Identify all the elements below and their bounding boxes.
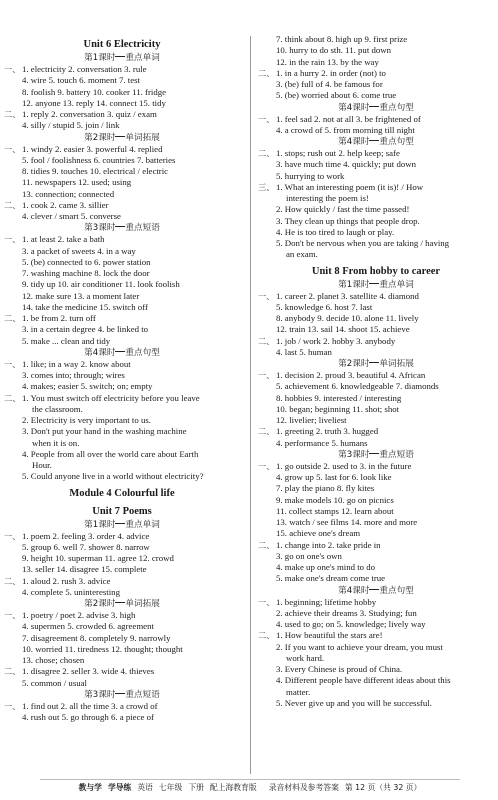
lesson-separator-icon — [369, 136, 379, 145]
section-number: 二、 — [258, 539, 275, 550]
section-number: 二、 — [4, 575, 21, 586]
lesson-number: 第3课时 — [84, 223, 116, 234]
section-number: 一、 — [258, 370, 275, 380]
answer-line — [4, 211, 240, 222]
answer-text: 5. (be) connected to 6. power station — [22, 256, 151, 267]
answer-text: 3. a packet of sweets 4. in a way — [22, 245, 136, 256]
lesson-topic: 重点单词 — [379, 279, 414, 290]
answer-line — [258, 619, 494, 630]
lesson-topic: 重点短语 — [379, 449, 414, 460]
answer-text: 4. makes; easier 5. switch; on; empty — [22, 381, 153, 392]
answer-line — [258, 495, 494, 506]
answer-text: 5. common / usual — [22, 677, 87, 688]
answer-line — [258, 302, 494, 313]
answer-line — [258, 483, 494, 494]
answer-text: 5. fool / foolishness 6. countries 7. batteries — [22, 154, 176, 165]
answer-text: 8. foolish 9. battery 10. cooker 11. fridge — [22, 86, 167, 97]
section-number: 一、 — [4, 64, 21, 74]
lesson-heading — [258, 102, 494, 114]
answer-line — [258, 171, 494, 182]
lesson-number: 第4课时 — [338, 137, 370, 147]
lesson-separator-icon — [115, 132, 125, 141]
lesson-separator-icon — [369, 585, 379, 594]
unit-heading: Unit 8 From hobby to career — [311, 265, 441, 277]
lesson-separator-icon — [369, 358, 379, 367]
section-number: 二、 — [4, 199, 21, 210]
answer-text: 2. achieve their dreams 3. Studying; fun — [276, 607, 417, 618]
section-number: 二、 — [258, 426, 275, 437]
answer-line — [4, 279, 240, 290]
answer-line — [4, 313, 240, 324]
answer-text: 1. What an interesting poem (it is)! / How — [276, 181, 424, 192]
answer-text: 4. grow up 5. last for 6. look like — [276, 472, 392, 482]
footer-term: 下册 — [188, 783, 204, 792]
answer-line — [4, 426, 240, 437]
answer-text: 1. find out 2. all the time 3. a crowd of — [22, 700, 158, 711]
lesson-separator-icon — [115, 598, 125, 607]
answer-text: 9. tidy up 10. air conditioner 11. look foolish — [22, 279, 180, 290]
answer-text: 2. How quickly / fast the time passed! — [276, 204, 410, 215]
answer-text: 4. performance 5. humans — [276, 437, 368, 448]
unit-heading: Unit 6 Electricity — [83, 39, 161, 50]
answer-line — [258, 227, 494, 238]
lesson-separator-icon — [115, 347, 125, 356]
answer-text: 5. make ... clean and tidy — [22, 335, 111, 346]
answer-line — [4, 471, 240, 482]
section-number: 一、 — [258, 596, 275, 607]
answer-line — [258, 324, 494, 335]
lesson-separator-icon — [369, 279, 379, 288]
answer-text: the classroom. — [32, 403, 83, 414]
lesson-number: 第3课时 — [84, 689, 116, 700]
answer-text: 4. rush out 5. go through 6. a piece of — [22, 712, 154, 722]
answer-text: 9. make models 10. go on picnics — [276, 494, 394, 505]
lesson-number: 第2课时 — [338, 359, 370, 369]
footer-series: 学导练 — [107, 783, 132, 792]
answer-line — [258, 90, 494, 101]
answer-line — [258, 608, 494, 619]
answer-text: 2. If you want to achieve your dream, you must — [276, 641, 443, 652]
lesson-number: 第3课时 — [338, 449, 370, 460]
answer-text: 1. job / work 2. hobby 3. anybody — [276, 335, 396, 346]
answer-text: 1. change into 2. take pride in — [276, 539, 381, 550]
footer-page-number: 第 12 页（共 32 页） — [344, 783, 422, 792]
answer-line — [258, 57, 494, 68]
answer-text: 13. connection; connected — [22, 188, 115, 199]
answer-line — [258, 404, 494, 415]
answer-text: 4. People from all over the world care about Earth — [22, 448, 199, 459]
answer-text: 15. achieve one's dream — [276, 528, 361, 539]
answer-line — [4, 701, 240, 712]
lesson-number: 第4课时 — [84, 347, 116, 358]
answer-line — [4, 381, 240, 392]
answer-line — [258, 664, 494, 675]
answer-text: 5. Never give up and you will be successful. — [276, 697, 432, 708]
answer-line — [258, 393, 494, 404]
lesson-heading — [4, 347, 240, 359]
answer-line — [258, 68, 494, 79]
section-number: 一、 — [4, 234, 21, 245]
answer-line — [4, 324, 240, 335]
lesson-heading — [258, 449, 494, 461]
answer-line — [258, 698, 494, 709]
answer-text: 1. How beautiful the stars are! — [276, 630, 383, 641]
answer-line — [4, 542, 240, 553]
lesson-topic: 重点单词 — [125, 53, 160, 63]
answer-line — [258, 79, 494, 90]
answer-line — [258, 573, 494, 584]
answer-text: 10. began; beginning 11. shot; shot — [276, 403, 400, 414]
footer-brand: 教与学 — [78, 783, 102, 792]
answer-text: 3. in a certain degree 4. be linked to — [22, 324, 149, 335]
answer-text: 12. make sure 13. a moment later — [22, 290, 140, 301]
answer-text: 12. anyone 13. reply 14. connect 15. tidy — [22, 97, 166, 108]
answer-text: an exam. — [286, 249, 318, 260]
answer-line — [4, 144, 240, 155]
answer-line — [258, 291, 494, 302]
lesson-heading — [258, 585, 494, 597]
section-number: 二、 — [4, 313, 21, 323]
answer-line — [258, 148, 494, 159]
lesson-number: 第2课时 — [84, 132, 116, 143]
answer-line — [258, 562, 494, 573]
answer-text: 1. greeting 2. truth 3. hugged — [276, 426, 379, 437]
lesson-separator-icon — [115, 222, 125, 231]
lesson-separator-icon — [115, 689, 125, 698]
answer-text: 11. collect stamps 12. learn about — [276, 505, 394, 516]
answer-line — [4, 155, 240, 166]
answer-text: 1. career 2. planet 3. satellite 4. diamond — [276, 290, 419, 301]
answer-line — [4, 166, 240, 177]
answer-text: 12. train 13. sail 14. shoot 15. achieve — [276, 324, 410, 335]
answer-line — [258, 336, 494, 347]
answer-text: 1. aloud 2. rush 3. advice — [22, 575, 111, 586]
answer-line — [4, 234, 240, 245]
footer-subject: 英语 — [137, 783, 153, 792]
answer-line — [4, 257, 240, 268]
answer-line — [258, 540, 494, 551]
answer-line — [4, 587, 240, 598]
answer-line — [4, 87, 240, 98]
answer-line — [4, 404, 240, 415]
answer-text: Hour. — [32, 460, 52, 470]
answer-text: 12. livelier; liveliest — [276, 415, 347, 425]
answer-text: 11. newspapers 12. used; using — [22, 177, 132, 188]
lesson-heading — [4, 519, 240, 531]
lesson-number: 第2课时 — [84, 599, 116, 609]
answer-line — [258, 687, 494, 698]
answer-line — [4, 633, 240, 644]
answer-line — [4, 109, 240, 120]
lesson-number: 第4课时 — [338, 102, 370, 113]
answer-line — [258, 675, 494, 686]
answer-line — [258, 370, 494, 381]
answer-text: 8. hobbies 9. interested / interesting — [276, 392, 402, 403]
answer-text: 4. last 5. human — [276, 346, 332, 357]
lesson-number: 第1课时 — [338, 279, 370, 290]
answer-text: 5. Don't be nervous when you are taking / having — [276, 238, 450, 248]
answer-line — [4, 268, 240, 279]
answer-text: 1. poetry / poet 2. advise 3. high — [22, 610, 136, 620]
lesson-topic: 重点短语 — [125, 689, 160, 700]
lesson-heading — [4, 598, 240, 610]
lesson-separator-icon — [369, 102, 379, 111]
answer-line — [4, 553, 240, 564]
lesson-heading — [4, 132, 240, 144]
section-number: 一、 — [4, 143, 21, 154]
lesson-topic: 重点短语 — [125, 223, 160, 234]
answer-line — [258, 415, 494, 426]
answer-text: when it is on. — [32, 437, 80, 448]
answer-line — [4, 393, 240, 404]
answer-line — [258, 347, 494, 358]
answer-line — [4, 438, 240, 449]
answer-text: 4. make up one's mind to do — [276, 562, 376, 572]
answer-line — [258, 159, 494, 170]
answer-line — [4, 98, 240, 109]
answer-line — [4, 359, 240, 370]
lesson-number: 第4课时 — [338, 585, 370, 596]
answer-text: 1. stops; rush out 2. help keep; safe — [276, 148, 400, 158]
lesson-heading — [258, 136, 494, 148]
section-number: 一、 — [258, 113, 275, 124]
lesson-topic: 单词拓展 — [125, 132, 160, 143]
unit-heading: Unit 7 Poems — [92, 505, 152, 517]
answer-line — [258, 114, 494, 125]
answer-line — [258, 313, 494, 324]
section-number: 二、 — [4, 109, 21, 119]
section-number: 二、 — [258, 67, 275, 78]
unit-heading: Module 4 Colourful life — [69, 487, 175, 499]
answer-text: 5. knowledge 6. host 7. last — [276, 301, 373, 312]
answer-text: 3. comes into; through; wires — [22, 370, 125, 380]
answer-text: 5. (be) worried about 6. come true — [276, 90, 397, 101]
lesson-topic: 单词拓展 — [379, 359, 414, 369]
answer-text: 1. electricity 2. conversation 3. rule — [22, 64, 147, 74]
footer-edition: 配上海教育版 — [209, 783, 257, 792]
lesson-separator-icon — [115, 519, 125, 528]
answer-text: 3. Don't put your hand in the washing machine — [22, 426, 187, 437]
answer-line — [258, 472, 494, 483]
lesson-topic: 重点句型 — [379, 102, 414, 113]
answer-text: 1. You must switch off electricity before you leave — [22, 392, 200, 403]
answer-text: 7. think about 8. high up 9. first prize — [276, 34, 408, 44]
answer-text: 1. be from 2. turn off — [22, 313, 96, 323]
answer-text: 5. make one's dream come true — [276, 573, 386, 584]
answer-line — [258, 461, 494, 472]
answer-text: 3. Every Chinese is proud of China. — [276, 664, 403, 674]
lesson-heading — [4, 222, 240, 234]
answer-text: 7. play the piano 8. fly kites — [276, 483, 375, 494]
answer-text: 1. feel sad 2. not at all 3. be frightened of — [276, 113, 421, 124]
lesson-number: 第1课时 — [84, 53, 116, 63]
section-number: 二、 — [258, 630, 275, 641]
answer-text: 12. in the rain 13. by the way — [276, 56, 379, 67]
answer-text: 3. have much time 4. quickly; put down — [276, 159, 416, 170]
answer-text: 4. Different people have different ideas about this — [276, 675, 451, 686]
answer-text: 4. a crowd of 5. from morning till night — [276, 124, 415, 135]
answer-line — [4, 610, 240, 621]
answer-line — [4, 177, 240, 188]
answer-text: interesting the poem is! — [286, 193, 369, 203]
answer-line — [4, 64, 240, 75]
answer-line — [4, 655, 240, 666]
lesson-topic: 重点单词 — [125, 519, 160, 530]
answer-line — [258, 34, 494, 45]
answer-line — [4, 644, 240, 655]
lesson-heading — [258, 279, 494, 291]
answer-line — [4, 415, 240, 426]
section-number: 二、 — [258, 148, 275, 158]
answer-line — [4, 621, 240, 632]
answer-line — [4, 564, 240, 575]
lesson-topic: 重点句型 — [379, 585, 414, 596]
answer-text: 10. hurry to do sth. 11. put down — [276, 45, 392, 56]
answer-line — [4, 246, 240, 257]
answer-text: 1. disagree 2. seller 3. wide 4. thieves — [22, 666, 155, 677]
answer-line — [4, 302, 240, 313]
answer-text: 1. like; in a way 2. know about — [22, 358, 131, 369]
lesson-number: 第1课时 — [84, 519, 116, 530]
answer-line — [258, 381, 494, 392]
answer-text: 5. group 6. well 7. shower 8. narrow — [22, 541, 150, 552]
answer-text: 4. silly / stupid 5. join / link — [22, 120, 120, 131]
answer-text: 1. beginning; lifetime hobby — [276, 596, 377, 607]
answer-text: 1. poem 2. feeling 3. order 4. advice — [22, 530, 150, 541]
answer-line — [258, 193, 494, 204]
lesson-topic: 单词拓展 — [125, 599, 160, 609]
section-number: 一、 — [4, 610, 21, 620]
right-column — [258, 34, 494, 709]
answer-text: 1. windy 2. easier 3. powerful 4. replied — [22, 143, 163, 154]
answer-text: 5. achievement 6. knowledgeable 7. diamonds — [276, 381, 439, 392]
answer-line — [4, 75, 240, 86]
answer-line — [258, 438, 494, 449]
answer-line — [4, 449, 240, 460]
answer-text: 7. disagreement 8. completely 9. narrowly — [22, 632, 171, 643]
answer-line — [258, 528, 494, 539]
answer-line — [4, 576, 240, 587]
answer-line — [258, 506, 494, 517]
answer-text: 13. chose; chosen — [22, 655, 85, 665]
section-number: 一、 — [4, 358, 21, 369]
answer-line — [4, 678, 240, 689]
answer-line — [4, 460, 240, 471]
lesson-topic: 重点句型 — [125, 347, 160, 358]
answer-line — [258, 125, 494, 136]
section-number: 二、 — [4, 392, 21, 403]
answer-line — [258, 204, 494, 215]
answer-text: 8. tidies 9. touches 10. electrical / electric — [22, 166, 169, 176]
answer-line — [4, 666, 240, 677]
answer-line — [4, 531, 240, 542]
page-footer — [40, 779, 460, 794]
answer-line — [4, 189, 240, 200]
answer-text: work hard. — [286, 652, 325, 663]
answer-text: 5. Could anyone live in a world without electricity? — [22, 471, 204, 482]
answer-line — [258, 630, 494, 641]
answer-text: 3. (be) full of 4. be famous for — [276, 79, 383, 89]
answer-text: 10. worried 11. tiredness 12. thought; thought — [22, 643, 183, 654]
answer-line — [258, 182, 494, 193]
answer-line — [258, 249, 494, 260]
answer-text: 1. go outside 2. used to 3. in the future — [276, 460, 412, 471]
answer-text: 1. in a hurry 2. in order (not) to — [276, 67, 386, 78]
answer-text: 4. used to go; on 5. knowledge; lively way — [276, 619, 426, 629]
answer-text: matter. — [286, 686, 311, 697]
answer-text: 9. height 10. superman 11. agree 12. crowd — [22, 553, 174, 563]
answer-text: 1. cook 2. came 3. sillier — [22, 199, 109, 210]
answer-line — [258, 238, 494, 249]
answer-line — [4, 336, 240, 347]
lesson-separator-icon — [369, 449, 379, 458]
answer-text: 13. watch / see films 14. more and more — [276, 517, 418, 527]
section-number: 一、 — [258, 460, 275, 471]
answer-line — [258, 597, 494, 608]
section-number: 一、 — [4, 530, 21, 541]
answer-text: 14. take the medicine 15. switch off — [22, 301, 148, 312]
section-number: 一、 — [258, 290, 275, 301]
answer-text: 3. They clean up things that people drop. — [276, 215, 420, 226]
lesson-heading — [4, 52, 240, 64]
answer-text: 4. complete 5. uninteresting — [22, 586, 120, 597]
answer-text: 2. Electricity is very important to us. — [22, 415, 151, 425]
answer-text: 8. anybody 9. decide 10. alone 11. lively — [276, 313, 419, 323]
lesson-topic: 重点句型 — [379, 137, 414, 147]
answer-text: 7. washing machine 8. lock the door — [22, 268, 150, 278]
left-column — [4, 34, 240, 723]
section-number: 二、 — [258, 335, 275, 346]
answer-text: 4. He is too tired to laugh or play. — [276, 226, 395, 237]
answer-line — [258, 426, 494, 437]
lesson-heading — [258, 358, 494, 370]
answer-line — [4, 712, 240, 723]
section-number: 一、 — [4, 700, 21, 711]
answer-text: 4. wire 5. touch 6. moment 7. test — [22, 75, 141, 86]
answer-text: 4. supermen 5. crowded 6. agreement — [22, 621, 154, 632]
answer-line — [258, 551, 494, 562]
answer-line — [4, 370, 240, 381]
footer-description: 录音材料及参考答案 — [268, 783, 339, 792]
answer-line — [258, 642, 494, 653]
answer-text: 5. hurrying to work — [276, 170, 345, 181]
answer-text: 1. decision 2. proud 3. beautiful 4. African — [276, 370, 426, 380]
answer-line — [258, 216, 494, 227]
footer-grade: 七年级 — [158, 783, 183, 792]
answer-line — [258, 45, 494, 56]
answer-text: 3. go on one's own — [276, 550, 342, 561]
lesson-heading — [4, 689, 240, 701]
section-number: 三、 — [258, 181, 275, 192]
answer-line — [258, 517, 494, 528]
column-divider — [250, 36, 251, 774]
answer-text: 1. at least 2. take a bath — [22, 234, 105, 245]
section-number: 二、 — [4, 666, 21, 677]
answer-line — [258, 653, 494, 664]
answer-line — [4, 120, 240, 131]
answer-text: 13. seller 14. disagree 15. complete — [22, 564, 147, 575]
answer-line — [4, 200, 240, 211]
answer-text: 4. clever / smart 5. converse — [22, 211, 121, 221]
answer-line — [4, 291, 240, 302]
lesson-separator-icon — [115, 52, 125, 61]
answer-text: 1. reply 2. conversation 3. quiz / exam — [22, 109, 157, 119]
